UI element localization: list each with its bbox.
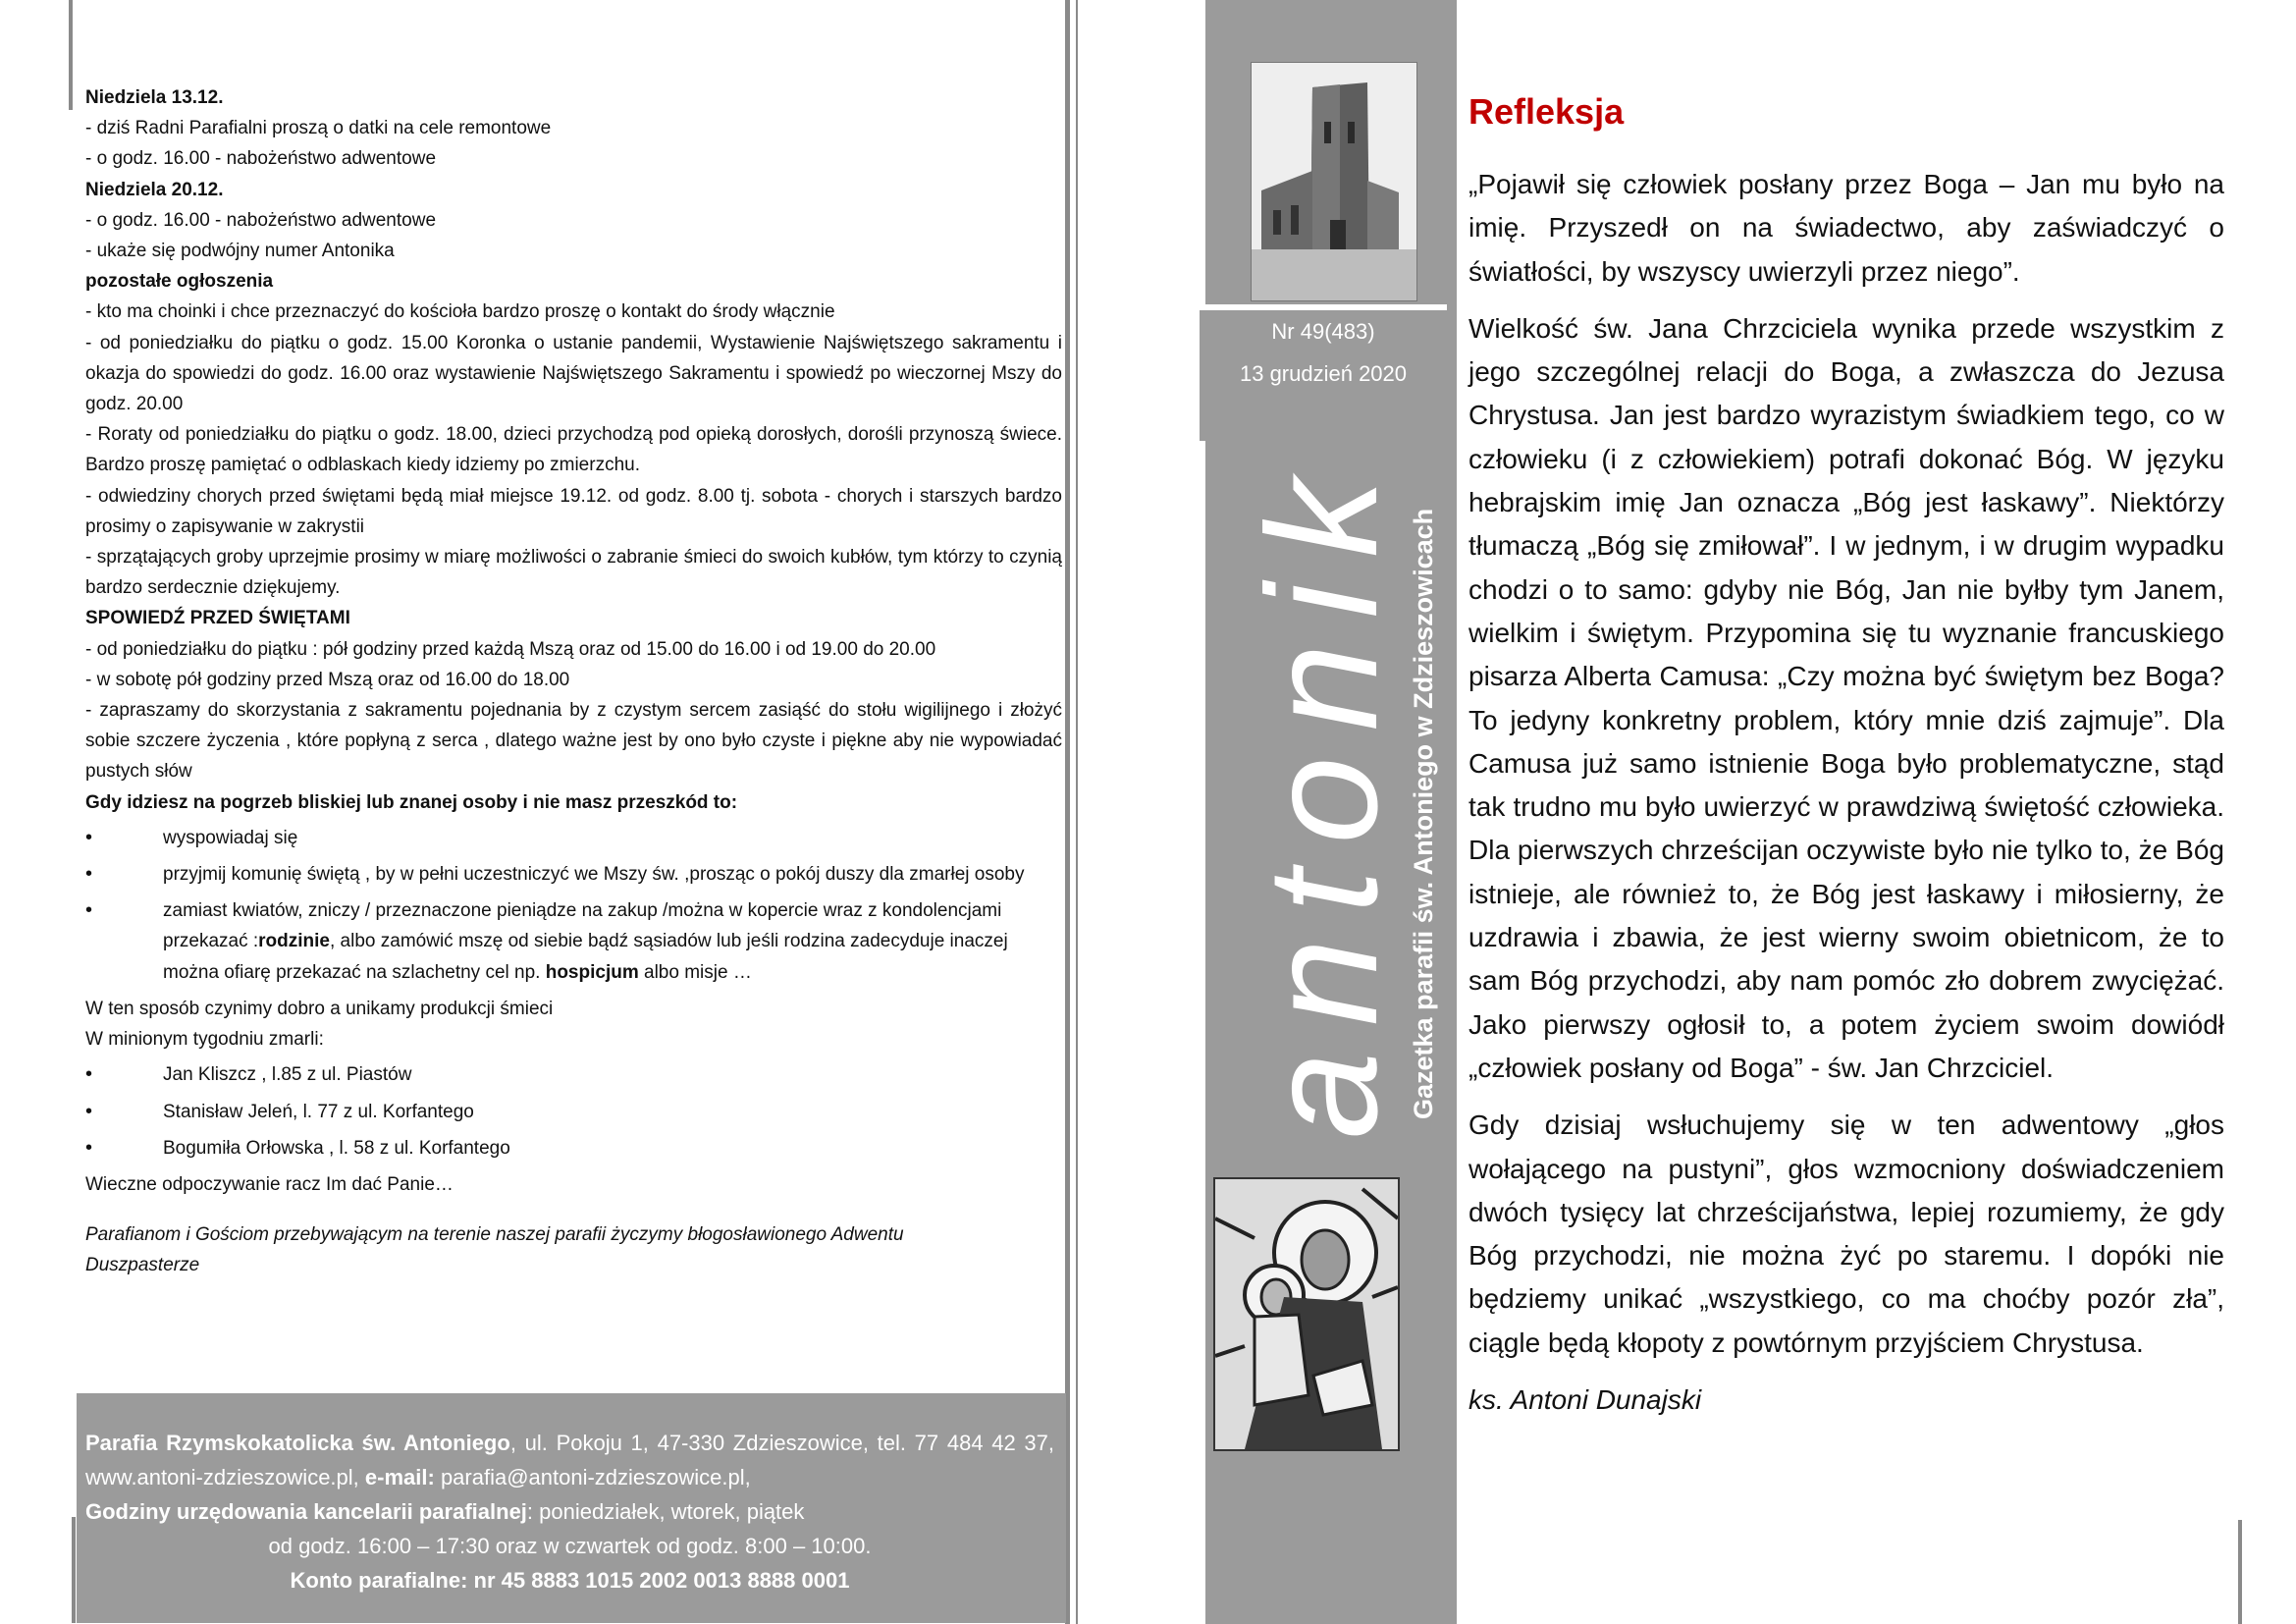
left-edge-rule bbox=[69, 0, 73, 110]
closing-wish: Parafianom i Gościom przebywającym na terenie naszej parafii życzymy błogosławionego Adwentu bbox=[85, 1224, 904, 1246]
bullet-bold-family: rodzinie bbox=[258, 931, 330, 952]
issue-info bbox=[1200, 304, 1447, 441]
parish-name: Parafia Rzymskokatolicka św. Antoniego bbox=[85, 1431, 510, 1455]
reflection-paragraph: „Pojawił się człowiek posłany przez Boga – Jan mu było na imię. Przyszedł on na świadectwo, aby zaświadczyć o światłości, by wszyscy uwierzyli przez niego”. bbox=[1468, 169, 2224, 287]
after-bullets-line: W ten sposób czynimy dobro a unikamy produkcji śmieci bbox=[85, 998, 554, 1019]
issue-date: 13 grudzień 2020 bbox=[1239, 361, 1408, 386]
parish-footer bbox=[77, 1393, 1066, 1623]
bullet-text-part: , albo zamówić mszę od siebie bądź sąsiadów lub jeśli rodzina zadecyduje inaczej można ofiarę przekazać na szlachetny cel np. bbox=[163, 931, 1008, 983]
parish-email: parafia@antoni-zdzieszowice.pl, bbox=[434, 1465, 751, 1489]
announcement-line: - dziś Radni Parafialni proszą o datki na cele remontowe bbox=[85, 118, 552, 139]
list-item bbox=[85, 1097, 1062, 1127]
bullet-bold-hospice: hospicjum bbox=[545, 961, 639, 983]
office-hours-days: : poniedziałek, wtorek, piątek bbox=[526, 1499, 805, 1524]
announcement-line: - o godz. 16.00 - nabożeństwo adwentowe bbox=[85, 148, 437, 170]
announcement-line: - sprzątających groby uprzejmie prosimy w miarę możliwości o zabranie śmieci do swoich kubłów, tym którzy to czynią bardzo serdecznie dziękujemy. bbox=[85, 547, 1062, 599]
deceased-list bbox=[85, 1059, 1062, 1164]
bank-account-text: Konto parafialne: nr 45 8883 1015 2002 0013 8888 0001 bbox=[290, 1568, 850, 1593]
announcement-line: - o godz. 16.00 - nabożeństwo adwentowe bbox=[85, 209, 437, 231]
list-item bbox=[85, 895, 1062, 988]
office-hours-times: od godz. 16:00 – 17:30 oraz w czwartek od godz. 8:00 – 10:00. bbox=[268, 1534, 872, 1558]
list-item bbox=[85, 1059, 1062, 1090]
reflection-paragraph: Wielkość św. Jana Chrzciciela wynika przede wszystkim z jego szczególnej relacji do Boga, a zwłaszcza do Jezusa Chrystusa. Jan jest bardzo wyrazistym świadkiem tego, co w człowieku (i z człowiekiem) potrafi dokonać Bóg. W języku hebrajskim imię Jan oznacza „Bóg jest łaskawy”. Niektórzy tłumaczą „Bóg się zmiłował”. I w jednym, i w drugim wypadku chodzi o to samo: gdyby nie Bóg, Jan nie byłby tym Janem, wielkim i świętym. Przypomina się tu wyznanie francuskiego pisarza Alberta Camusa: „Czy można być świętym bez Boga? To jedyny konkretny problem, który mnie dziś zajmuje”. Dla Camusa już samo istnienie Boga było problematyczne, stąd tak trudno mu było uwierzyć w prawdziwą świętość człowieka. Dla pierwszych chrześcijan oczywiste było nie tylko to, że Bóg istnieje, ale również to, że Bóg jest łaskawy i miłosierny, że uzdrawia i zbawia, że jest wierny swoim obietnicom, że to sam Bóg przychodzi, aby nam pomóc zło dobrem zwyciężać. Jako pierwszy ogłosił to, a potem życiem swoim dowiódł „człowiek posłany od Boga” - św. Jan Chrzciciel. bbox=[1468, 312, 2224, 1083]
rest-in-peace-line: Wieczne odpoczywanie racz Im dać Panie… bbox=[85, 1173, 454, 1195]
bullet-icon: • bbox=[85, 826, 93, 848]
bullet-text: przyjmij komunię świętą , by w pełni uczestniczyć we Mszy św. ,prosząc o pokój duszy dla zmarłej osoby bbox=[163, 864, 1025, 886]
office-hours bbox=[85, 1494, 1054, 1529]
announcement-line: - od poniedziałku do piątku o godz. 15.00 Koronka o ustanie pandemii, Wystawienie Najświętszego sakramentu i okazja do spowiedzi do godz. 16.00 oraz wystawienie Najświętszego Sakramentu i spowiedź po wieczornej Mszy do godz. 20.00 bbox=[85, 332, 1062, 415]
bullet-icon: • bbox=[85, 863, 93, 886]
announcement-heading: Niedziela 13.12. bbox=[85, 87, 224, 108]
announcement-line: - w sobotę pół godziny przed Mszą oraz od 16.00 do 18.00 bbox=[85, 669, 570, 690]
announcement-heading: SPOWIEDŹ PRZED ŚWIĘTAMI bbox=[85, 608, 350, 629]
announcement-line: - zapraszamy do skorzystania z sakramentu pojednania by z czystym sercem zasiąść do stołu wigilijnego i złożyć sobie szczere życzenia , które popłyną z serca , dlatego ważne jest by ono było czyste i piękne aby nie wypowiadać pustych słów bbox=[85, 700, 1062, 783]
list-item bbox=[85, 823, 1062, 853]
deceased-name: Bogumiła Orłowska , l. 58 z ul. Korfantego bbox=[163, 1137, 510, 1159]
footer-side-rule bbox=[72, 1517, 76, 1623]
title-text: antonik bbox=[1234, 454, 1410, 1139]
bullet-icon: • bbox=[85, 1100, 93, 1122]
office-hours-label: Godziny urzędowania kancelarii parafialnej bbox=[85, 1499, 527, 1524]
bank-account bbox=[85, 1563, 1054, 1597]
email-label: e-mail: bbox=[364, 1465, 435, 1489]
list-item bbox=[85, 859, 1062, 890]
bullet-icon: • bbox=[85, 1063, 93, 1086]
announcement-line: - kto ma choinki i chce przeznaczyć do kościoła bardzo proszę o kontakt do środy włącznie bbox=[85, 301, 835, 323]
deceased-name: Stanisław Jeleń, l. 77 z ul. Korfantego bbox=[163, 1101, 474, 1122]
stained-glass-icon bbox=[1213, 1177, 1400, 1451]
bullet-text-part: zamiast kwiatów, zniczy / przeznaczone pieniądze na zakup /można w kopercie wraz z kondolencjami przekazać : bbox=[163, 900, 1002, 952]
closing-signature: Duszpasterze bbox=[85, 1255, 200, 1276]
parish-contact bbox=[85, 1426, 1054, 1494]
church-photo-icon bbox=[1251, 62, 1417, 301]
announcement-list bbox=[85, 82, 1062, 818]
left-page-rule bbox=[1065, 0, 1070, 1624]
deceased-name: Jan Kliszcz , l.85 z ul. Piastów bbox=[163, 1064, 412, 1086]
reflection-column bbox=[1468, 86, 2224, 1435]
announcement-line: - Roraty od poniedziałku do piątku o godz. 18.00, dzieci przychodzą pod opieką dorosłych, dorośli przynoszą świece. Bardzo proszę pamiętać o odblaskach kiedy idziemy po zmierzchu. bbox=[85, 424, 1062, 476]
reflection-signature: ks. Antoni Dunajski bbox=[1468, 1384, 1702, 1416]
bullet-text: wyspowiadaj się bbox=[163, 827, 298, 848]
announcement-heading: pozostałe ogłoszenia bbox=[85, 271, 274, 293]
bullet-text-part: albo misje … bbox=[638, 961, 752, 983]
issue-number: Nr 49(483) bbox=[1271, 319, 1375, 344]
bullet-icon: • bbox=[85, 1136, 93, 1159]
reflection-heading: Refleksja bbox=[1468, 91, 1625, 132]
announcement-heading: Niedziela 20.12. bbox=[85, 179, 224, 200]
announcement-line: - od poniedziałku do piątku : pół godziny przed każdą Mszą oraz od 15.00 do 16.00 i od 19.00 do 20.00 bbox=[85, 638, 936, 660]
parish-address: , ul. Pokoju 1, 47-330 Zdzieszowice, tel. 77 484 42 37, www.antoni-zdzieszowice.pl, bbox=[85, 1431, 1055, 1489]
reflection-paragraph: Gdy dzisiaj wsłuchujemy się w ten adwentowy „głos wołającego na pustyni”, głos wzmocniony doświadczeniem dwóch tysięcy lat chrześcijaństwa, lepiej rozumiemy, że gdy Bóg przychodzi, nie można żyć po staremu. I dopóki nie będziemy unikać „wszystkiego, co ma choćby pozór zła”, ciągle będą kłopoty z powtórnym przyjściem Chrystusa. bbox=[1468, 1110, 2224, 1358]
announcement-line: - odwiedziny chorych przed świętami będą miał miejsce 19.12. od godz. 8.00 tj. sobota - chorych i starszych bardzo prosimy o zapisywanie w zakrystii bbox=[85, 485, 1062, 537]
announcements-column bbox=[85, 82, 1062, 1281]
funeral-bullets bbox=[85, 823, 1062, 988]
gutter-rule bbox=[1076, 0, 1078, 1624]
bullet-icon: • bbox=[85, 899, 93, 922]
announcement-line: - ukaże się podwójny numer Antonika bbox=[85, 241, 395, 262]
right-edge-rule bbox=[2238, 1520, 2242, 1624]
deceased-heading: W minionym tygodniu zmarli: bbox=[85, 1029, 324, 1051]
subtitle-text: Gazetka parafii św. Antoniego w Zdzieszowicach bbox=[1409, 508, 1438, 1119]
list-item bbox=[85, 1133, 1062, 1164]
announcement-heading: Gdy idziesz na pogrzeb bliskiej lub znanej osoby i nie masz przeszkód to: bbox=[85, 791, 738, 813]
